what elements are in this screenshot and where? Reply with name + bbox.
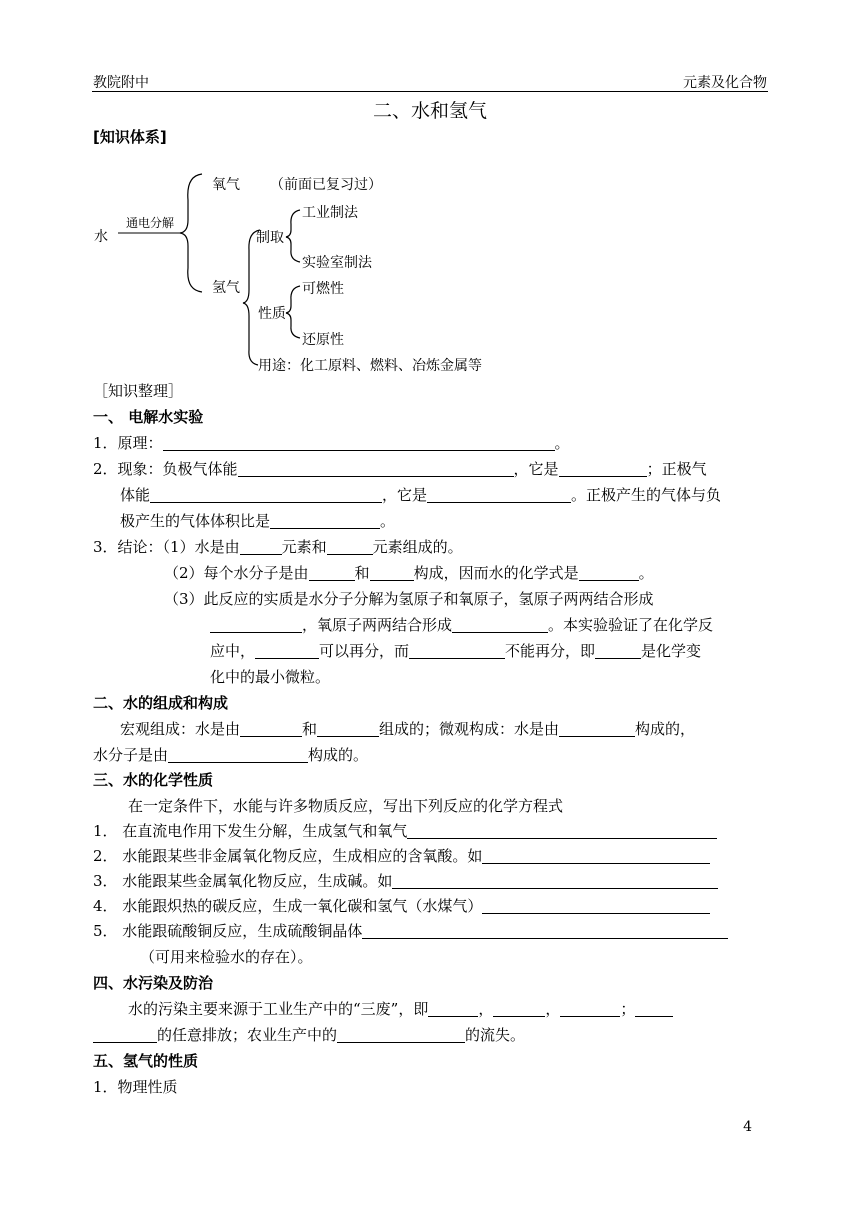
s1-p3-line5: 应中， 可以再分，而 不能再分，即 是化学变 [210, 642, 702, 660]
s1-p3-line2: （2）每个水分子是由 和 构成，因而水的化学式是 。 [164, 564, 654, 582]
blank-field[interactable] [362, 923, 728, 939]
knowledge-system-heading: [知识体系] [93, 128, 167, 146]
s3-heading: 三、水的化学性质 [93, 771, 214, 789]
s1-p3-line4: ，氧原子两两结合形成 。本实验验证了在化学反 [210, 614, 713, 635]
knowledge-diagram [0, 160, 860, 380]
s4-line2: 的任意排放；农业生产中的 的流失。 [93, 1024, 525, 1045]
blank-field[interactable] [559, 461, 647, 477]
s3-intro: 在一定条件下，水能与许多物质反应，写出下列反应的化学方程式 [128, 797, 564, 815]
s1-p1: 1．原理： 。 [93, 434, 570, 452]
s1-p2-line2: 体能 ，它是 。正极产生的气体与负 [120, 486, 722, 504]
diagram-hydrogen: 氢气 [212, 280, 240, 296]
page-number: 4 [743, 1119, 752, 1135]
blank-field[interactable] [168, 747, 308, 763]
blank-field[interactable] [452, 617, 548, 633]
blank-field[interactable] [482, 898, 710, 914]
blank-field[interactable] [210, 617, 302, 633]
header-left: 教院附中 [93, 75, 149, 91]
s5-heading: 五、氢气的性质 [93, 1052, 199, 1070]
blank-field[interactable] [559, 721, 635, 737]
s4-line1: 水的污染主要来源于工业生产中的“三废”，即 ， ， ； [128, 998, 673, 1019]
diagram-arrow-label: 通电分解 [126, 216, 175, 230]
header-right: 元素及化合物 [683, 75, 767, 91]
diagram-props: 性质 [258, 306, 286, 322]
header-rule [92, 91, 768, 92]
blank-field[interactable] [240, 721, 302, 737]
blank-field[interactable] [409, 643, 505, 659]
s2-line1: 宏观组成：水是由 和 组成的；微观构成：水是由 构成的， [120, 720, 696, 738]
blank-field[interactable] [337, 1027, 465, 1043]
blank-field[interactable] [579, 565, 639, 581]
blank-field[interactable] [427, 487, 571, 503]
diagram-water: 水 [94, 229, 108, 245]
blank-field[interactable] [370, 565, 414, 581]
blank-field[interactable] [595, 643, 641, 659]
s5-p1: 1．物理性质 [93, 1078, 178, 1096]
s4-heading: 四、水污染及防治 [93, 974, 214, 992]
s3-item-5-note: （可用来检验水的存在）。 [140, 948, 313, 966]
blank-field[interactable] [428, 1001, 478, 1017]
blank-field[interactable] [93, 1027, 157, 1043]
s3-item-5: 5． 水能跟硫酸铜反应，生成硫酸铜晶体 [93, 920, 728, 941]
blank-field[interactable] [317, 721, 379, 737]
blank-field[interactable] [150, 487, 382, 503]
diagram-brackets [0, 160, 860, 380]
s2-line2: 水分子是由 构成的。 [93, 746, 369, 764]
diagram-uses: 用途：化工原料、燃料、冶炼金属等 [258, 358, 482, 374]
page-title: 二、水和氢气 [372, 100, 487, 122]
s1-p2-line1: 2．现象：负极气体能 ，它是 ；正极气 [93, 460, 707, 478]
blank-field[interactable] [482, 848, 710, 864]
blank-field[interactable] [309, 565, 355, 581]
blank-field[interactable] [255, 643, 319, 659]
blank-field[interactable] [407, 823, 717, 839]
blank-field[interactable] [493, 1001, 545, 1017]
s1-p3-line1: 3．结论：（1）水是由 元素和 元素组成的。 [93, 538, 463, 556]
s3-item-3: 3． 水能跟某些金属氧化物反应，生成碱。如 [93, 870, 718, 891]
s1-p3-line6: 化中的最小微粒。 [210, 668, 331, 686]
s3-item-1: 1． 在直流电作用下发生分解，生成氢气和氧气 [93, 820, 717, 841]
s3-item-4: 4． 水能跟炽热的碳反应，生成一氧化碳和氢气（水煤气） [93, 895, 710, 916]
blank-field[interactable] [270, 513, 380, 529]
organize-heading: ［知识整理］ [93, 382, 184, 400]
diagram-oxygen: 氧气 [212, 177, 240, 193]
diagram-prep-lab: 实验室制法 [302, 255, 372, 271]
blank-field[interactable] [560, 1001, 620, 1017]
s1-p3-line3: （3）此反应的实质是水分子分解为氢原子和氧原子，氢原子两两结合形成 [164, 590, 654, 608]
blank-field[interactable] [327, 539, 373, 555]
s3-item-2: 2． 水能跟某些非金属氧化物反应，生成相应的含氧酸。如 [93, 845, 710, 866]
blank-field[interactable] [635, 1001, 673, 1017]
blank-field[interactable] [163, 435, 555, 451]
diagram-prep: 制取 [256, 230, 284, 246]
blank-field[interactable] [392, 873, 718, 889]
diagram-prop-flammable: 可燃性 [302, 281, 344, 297]
diagram-prep-industrial: 工业制法 [302, 205, 358, 221]
blank-field[interactable] [238, 461, 514, 477]
s2-heading: 二、水的组成和构成 [93, 694, 229, 712]
diagram-oxygen-note: （前面已复习过） [270, 177, 382, 193]
s1-p2-line3: 极产生的气体体积比是 。 [120, 512, 396, 530]
s1-heading: 一、 电解水实验 [93, 408, 204, 426]
diagram-prop-reducing: 还原性 [302, 332, 344, 348]
blank-field[interactable] [240, 539, 282, 555]
